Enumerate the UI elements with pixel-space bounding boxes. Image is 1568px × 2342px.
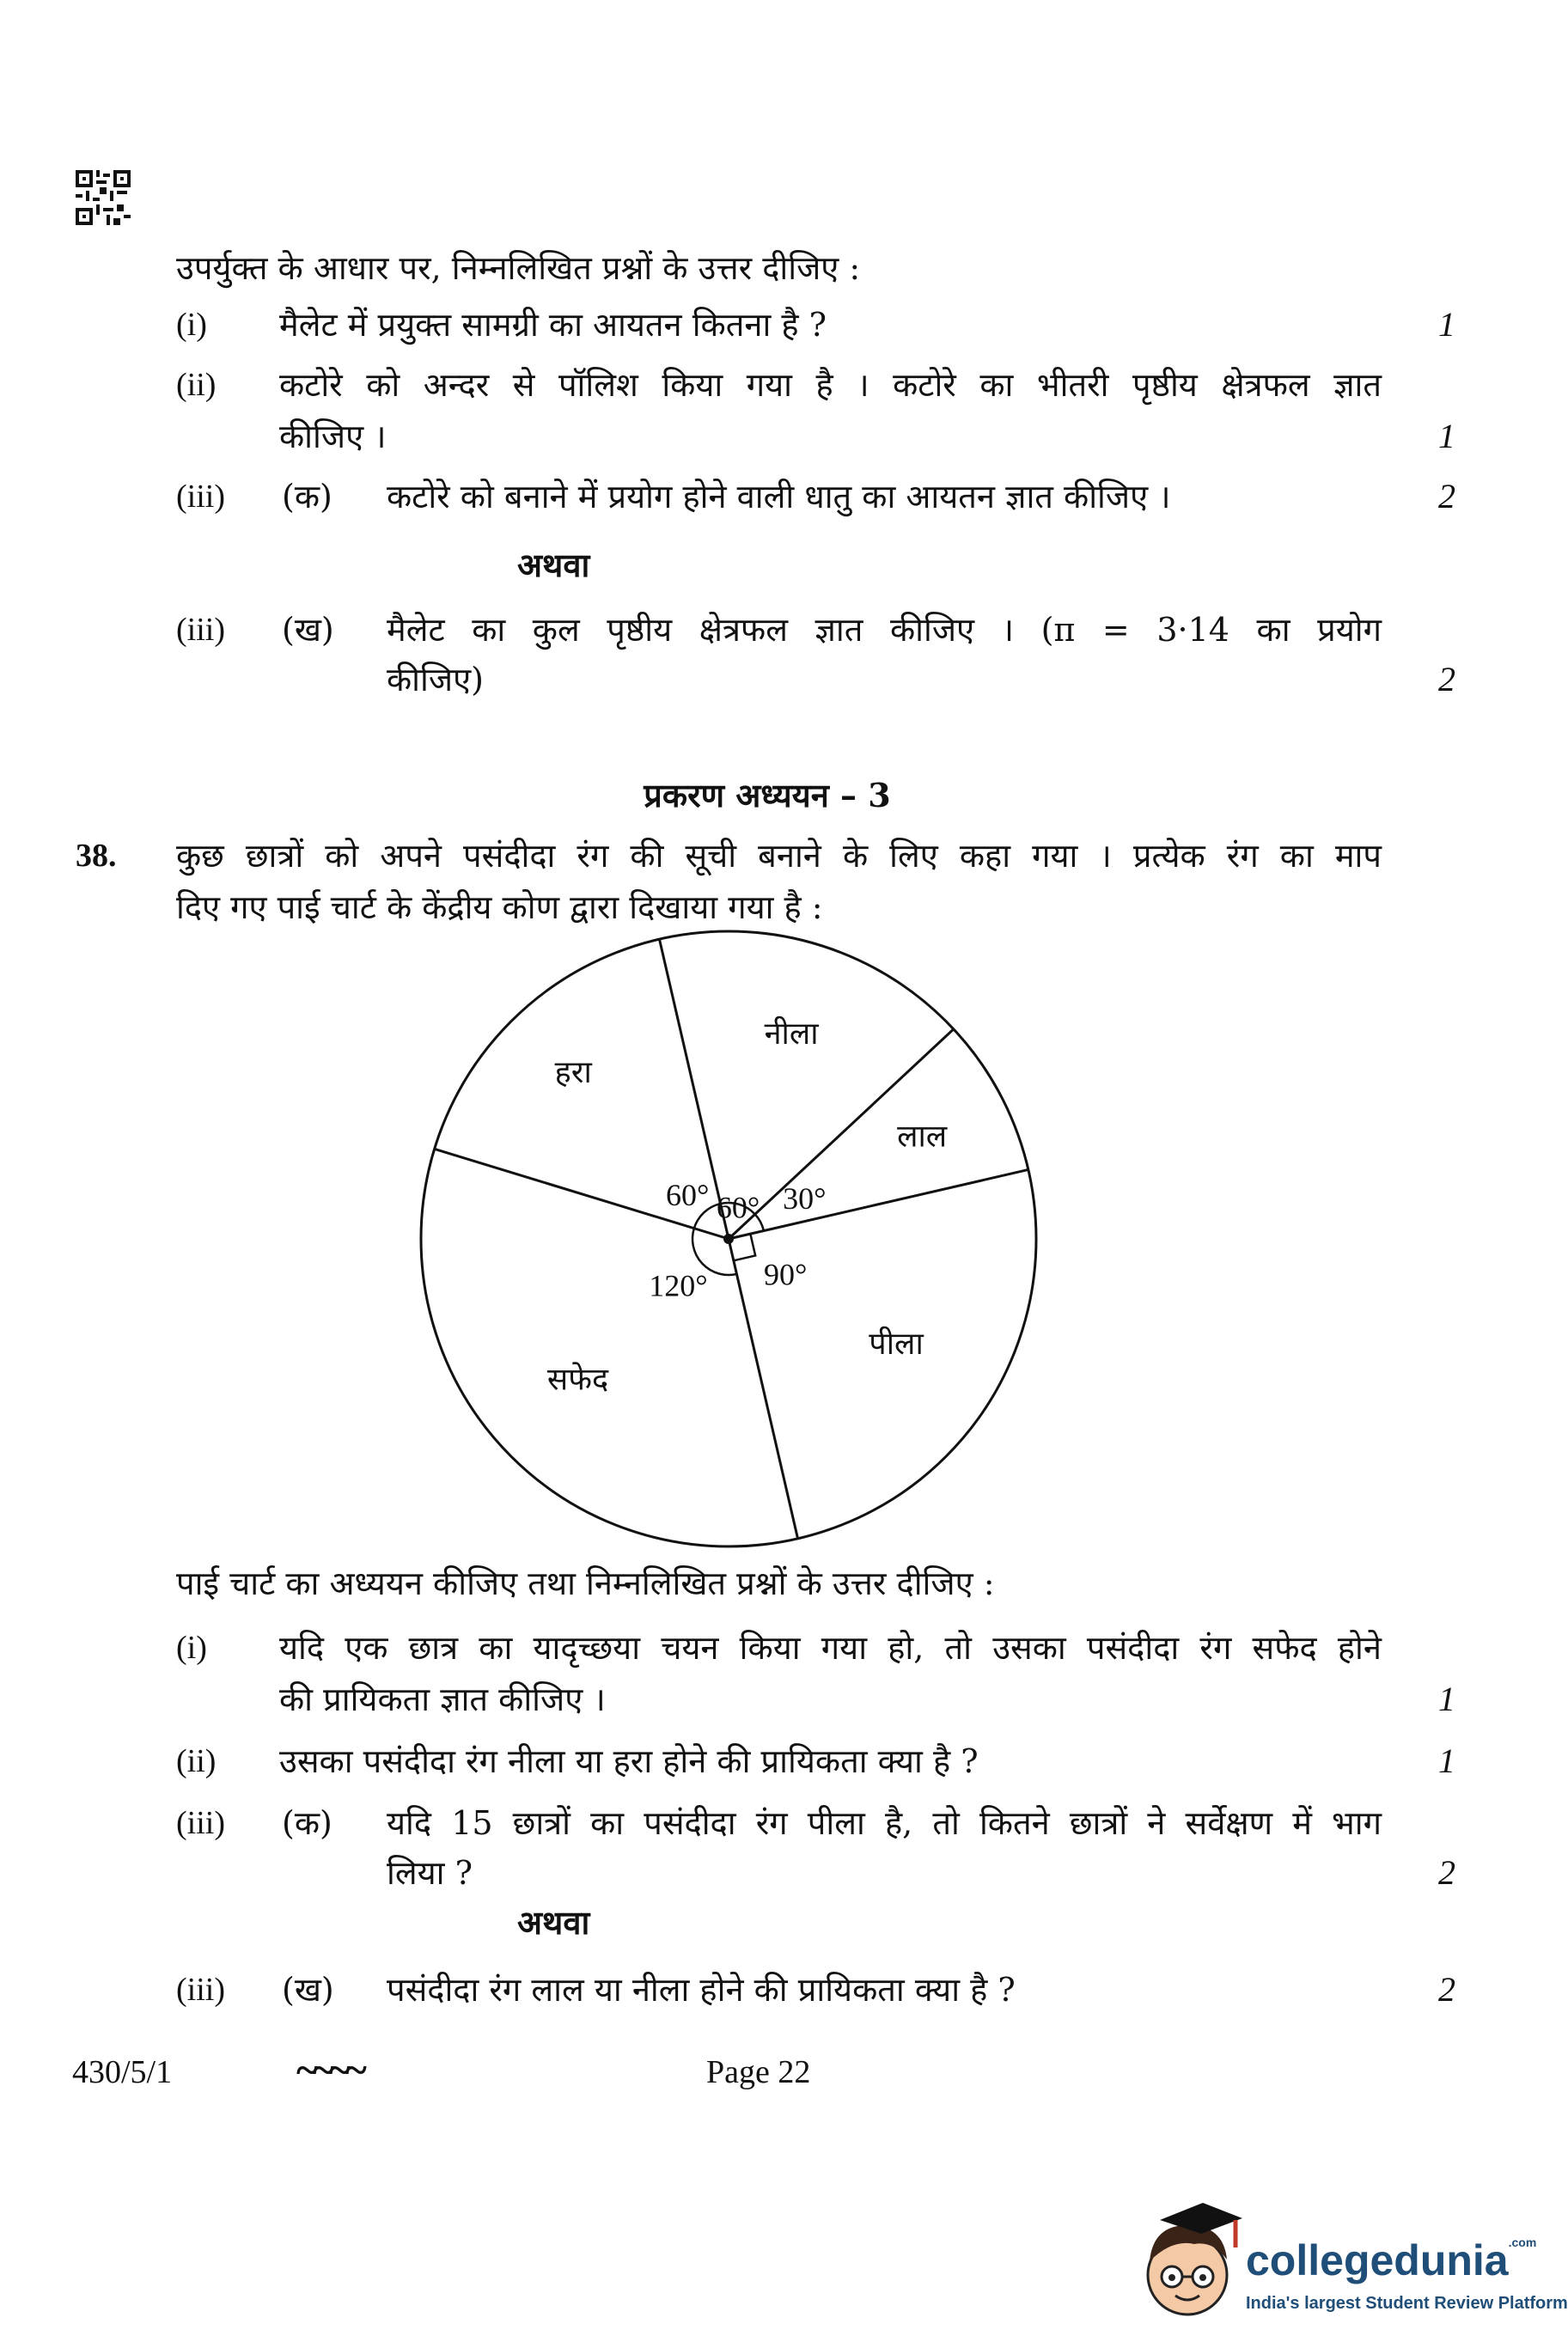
cs3-q1-line1: यदि एक छात्र का यादृच्छया चयन किया गया हो, तो उसका पसंदीदा रंग सफेद होने: [279, 1629, 1382, 1667]
cs2-q3b-sub: (ख): [282, 611, 334, 649]
pie-center: [723, 1234, 734, 1244]
cs2-q2-marks: 1: [1438, 417, 1455, 455]
angle-label-3: 120°: [649, 1268, 708, 1303]
cs2-q3a-num: (iii): [176, 479, 225, 515]
slice-label-2: पीला: [869, 1326, 924, 1362]
cs2-q3b-marks: 2: [1438, 660, 1455, 698]
paper-code: 430/5/1: [72, 2054, 173, 2090]
cs3-or: अथवा: [517, 1903, 590, 1942]
cs2-q3b-num: (iii): [176, 612, 225, 648]
brand-logo[interactable]: [1246, 2235, 1536, 2285]
cs2-q3b-line1: मैलेट का कुल पृष्ठीय क्षेत्रफल ज्ञात कीजिए । (π = 3·14 का प्रयोग: [387, 611, 1382, 649]
cs3-intro-line2: दिए गए पाई चार्ट के केंद्रीय कोण द्वारा दिखाया गया है :: [176, 888, 823, 926]
cs3-q1-line2: की प्रायिकता ज्ञात कीजिए ।: [279, 1680, 606, 1718]
cs2-q3a-marks: 2: [1438, 477, 1455, 515]
cs3-heading: प्रकरण अध्ययन – 3: [644, 776, 891, 814]
cs3-q3b-sub: (ख): [282, 1971, 334, 2009]
brand-tagline: India's largest Student Review Platform: [1246, 2294, 1568, 2313]
cs2-q2-line2: कीजिए ।: [279, 418, 387, 455]
angle-label-4: 60°: [666, 1177, 710, 1212]
cs3-q3a-marks: 2: [1438, 1853, 1455, 1892]
slice-label-3: सफेद: [546, 1362, 609, 1398]
cs2-intro: उपर्युक्त के आधार पर, निम्नलिखित प्रश्नों के उत्तर दीजिए :: [176, 249, 861, 287]
angle-label-0: 60°: [716, 1190, 760, 1225]
cs3-intro-line1: कुछ छात्रों को अपने पसंदीदा रंग की सूची बनाने के लिए कहा गया । प्रत्येक रंग का माप: [176, 837, 1382, 875]
cs3-qnum: 38.: [76, 838, 117, 874]
cs3-after-chart: पाई चार्ट का अध्ययन कीजिए तथा निम्नलिखित प्रश्नों के उत्तर दीजिए :: [176, 1564, 995, 1602]
page-number: Page 22: [706, 2054, 811, 2090]
cs3-q2-marks: 1: [1438, 1741, 1455, 1780]
slice-boundary-2: [729, 1169, 1028, 1239]
brand-suffix: .com: [1508, 2235, 1537, 2249]
cs3-q3b-marks: 2: [1438, 1970, 1455, 2009]
angle-label-1: 30°: [783, 1181, 827, 1217]
brand-name: collegedunia: [1246, 2236, 1509, 2284]
cs2-q3a-sub: (क): [282, 478, 333, 515]
slice-label-4: हरा: [554, 1055, 592, 1091]
cs3-q2-text: उसका पसंदीदा रंग नीला या हरा होने की प्रायिकता क्या है ?: [279, 1742, 979, 1780]
wave-decoration: ~~~~: [296, 2047, 362, 2093]
cs2-q3a-text: कटोरे को बनाने में प्रयोग होने वाली धातु का आयतन ज्ञात कीजिए ।: [387, 478, 1171, 515]
cs2-q1-num: (i): [176, 307, 207, 343]
mascot-icon: [1134, 2199, 1246, 2328]
cs3-q1-num: (i): [176, 1630, 207, 1666]
cs2-q3b-line2: कीजिए): [387, 661, 484, 698]
cs3-q1-marks: 1: [1438, 1680, 1455, 1718]
cs3-q3a-line2: लिया ?: [387, 1854, 473, 1892]
cs2-q2-num: (ii): [176, 367, 217, 403]
cs3-q3b-num: (iii): [176, 1972, 225, 2008]
slice-label-1: लाल: [897, 1119, 948, 1155]
slice-label-0: नीला: [764, 1015, 819, 1052]
cs3-q3a-line1: यदि 15 छात्रों का पसंदीदा रंग पीला है, तो कितने छात्रों ने सर्वेक्षण में भाग: [387, 1804, 1382, 1842]
cs2-q1-marks: 1: [1438, 305, 1455, 344]
cs2-q2-line1: कटोरे को अन्दर से पॉलिश किया गया है । कटोरे का भीतरी पृष्ठीय क्षेत्रफल ज्ञात: [279, 366, 1382, 404]
cs3-q3a-num: (iii): [176, 1805, 225, 1841]
cs2-q1-text: मैलेट में प्रयुक्त सामग्री का आयतन कितना है ?: [279, 306, 827, 344]
cs3-q3b-text: पसंदीदा रंग लाल या नीला होने की प्रायिकता क्या है ?: [387, 1971, 1016, 2009]
angle-label-2: 90°: [763, 1257, 808, 1292]
cs2-or: अथवा: [517, 546, 590, 584]
cs3-q3a-sub: (क): [282, 1804, 333, 1842]
cs3-q2-num: (ii): [176, 1743, 217, 1779]
